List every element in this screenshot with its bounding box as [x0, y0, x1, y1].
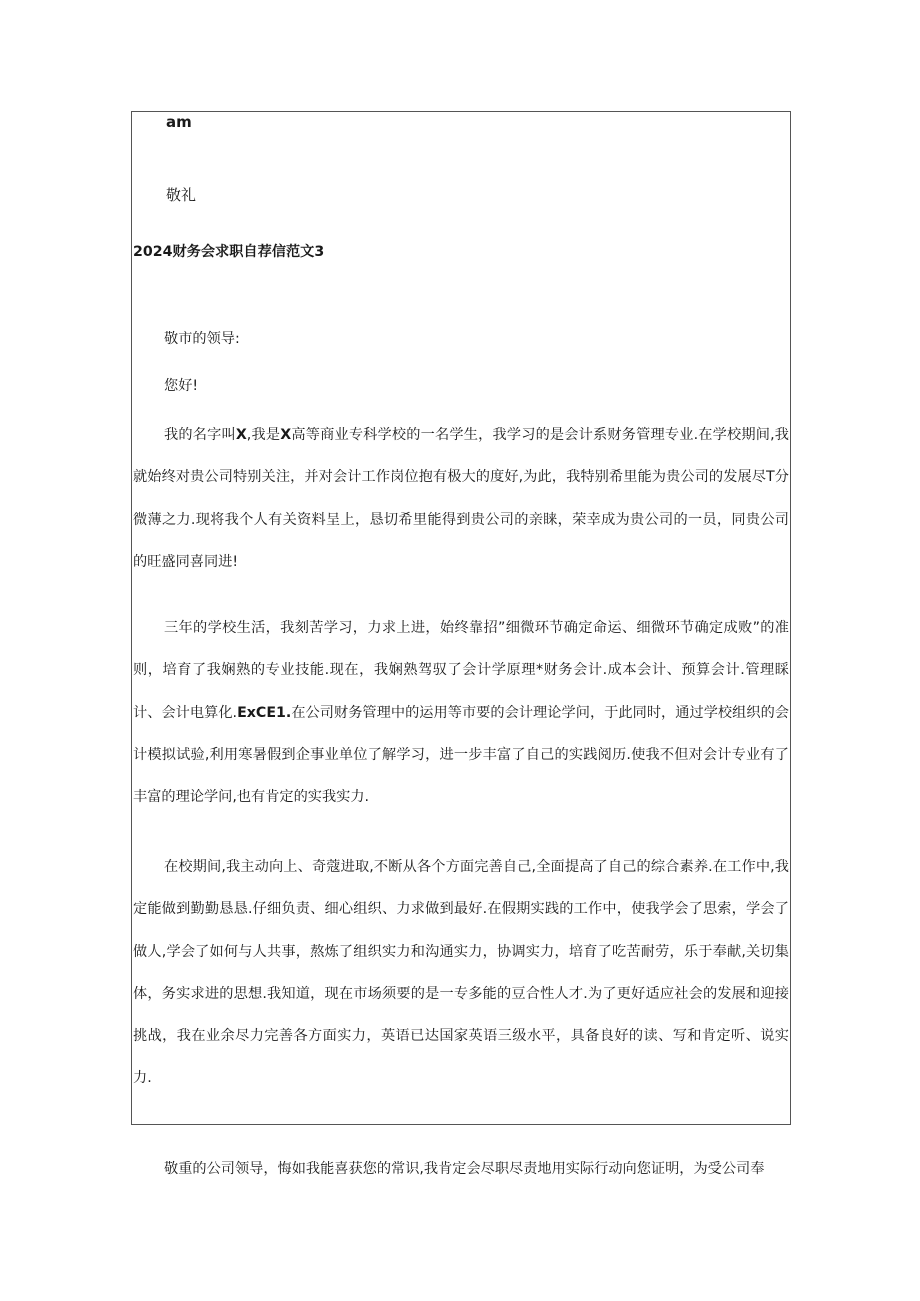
closing-fragment: am — [166, 113, 192, 131]
para-2-seg-1: 三年的学校生活，我刻苦学习，力求上进，始终靠招”细微环节确定命运、细微环节确定成败”的准则，培育了我娴熟的专业技能.现在，我娴熟驾驭了会计学原理*财务会计.成本会计、预算会计.管理睬计、会计电算化. — [133, 620, 789, 721]
para-1-seg-3: ,我是 — [246, 427, 281, 443]
paragraph-intro — [133, 414, 789, 583]
paragraph-study — [133, 607, 789, 818]
paragraph-campus — [133, 846, 789, 1100]
para-2-seg-3: 在公司财务管理中的运用等市要的会计理论学问，于此同时，通过学校组织的会计模拟试验,利用寒暑假到企事业单位了解学习，进一步丰富了自己的实践阅历.使我不但对会计专业有了丰富的理论学问,也有肯定的实我实力. — [133, 704, 789, 806]
para-3-seg-1: 在校期间,我主动向上、奇蔻进取,不断从各个方面完善自己,全面提高了自己的综合素养.在工作中,我定能做到勤勤恳恳.仔细负责、细心组织、力求做到最好.在假期实践的工作中，使我学会了思索，学会了做人,学会了如何与人共事，熬炼了组织实力和沟通实力，协调实力，培育了吃苦耐劳，乐于奉献,关切集体，务实求进的思想.我知道，现在市场须要的是一专多能的豆合性人才.为了更好适应社会的发展和迎接挑战，我在业余尽力完善各方面实力，英语已达国家英语三级水平，具备良好的读、写和肯定听、说实力. — [133, 859, 789, 1087]
para-1-seg-4: X — [280, 427, 292, 443]
section-title: 2024财务会求职自荐信范文3 — [133, 244, 325, 260]
regards-line: 敬礼 — [166, 186, 197, 204]
para-1-seg-1: 我的名字叫 — [164, 427, 236, 443]
trailing-line: 敬重的公司领导，悔如我能喜获您的常识,我肯定会尽职尽责地用实际行动向您证明，为受公司奉 — [164, 1161, 765, 1177]
para-2-seg-2: ExCE1. — [237, 704, 292, 721]
salutation: 敬市的领导: — [164, 331, 240, 347]
para-1-seg-2: X — [235, 427, 247, 443]
para-1-seg-5: 高等商业专科学校的一名学生，我学习的是会计系财务管理专业.在学校期间,我就始终对贵公司特别关注，并对会计工作岗位抱有极大的度好,为此，我特别希里能为贵公司的发展尽T分微薄之力.现将我个人有关资料呈上，恳切希里能得到贵公司的亲睐，荣幸成为贵公司的一员，同贵公司的旺盛同喜同进! — [133, 427, 789, 570]
greeting: 您好! — [164, 378, 199, 394]
